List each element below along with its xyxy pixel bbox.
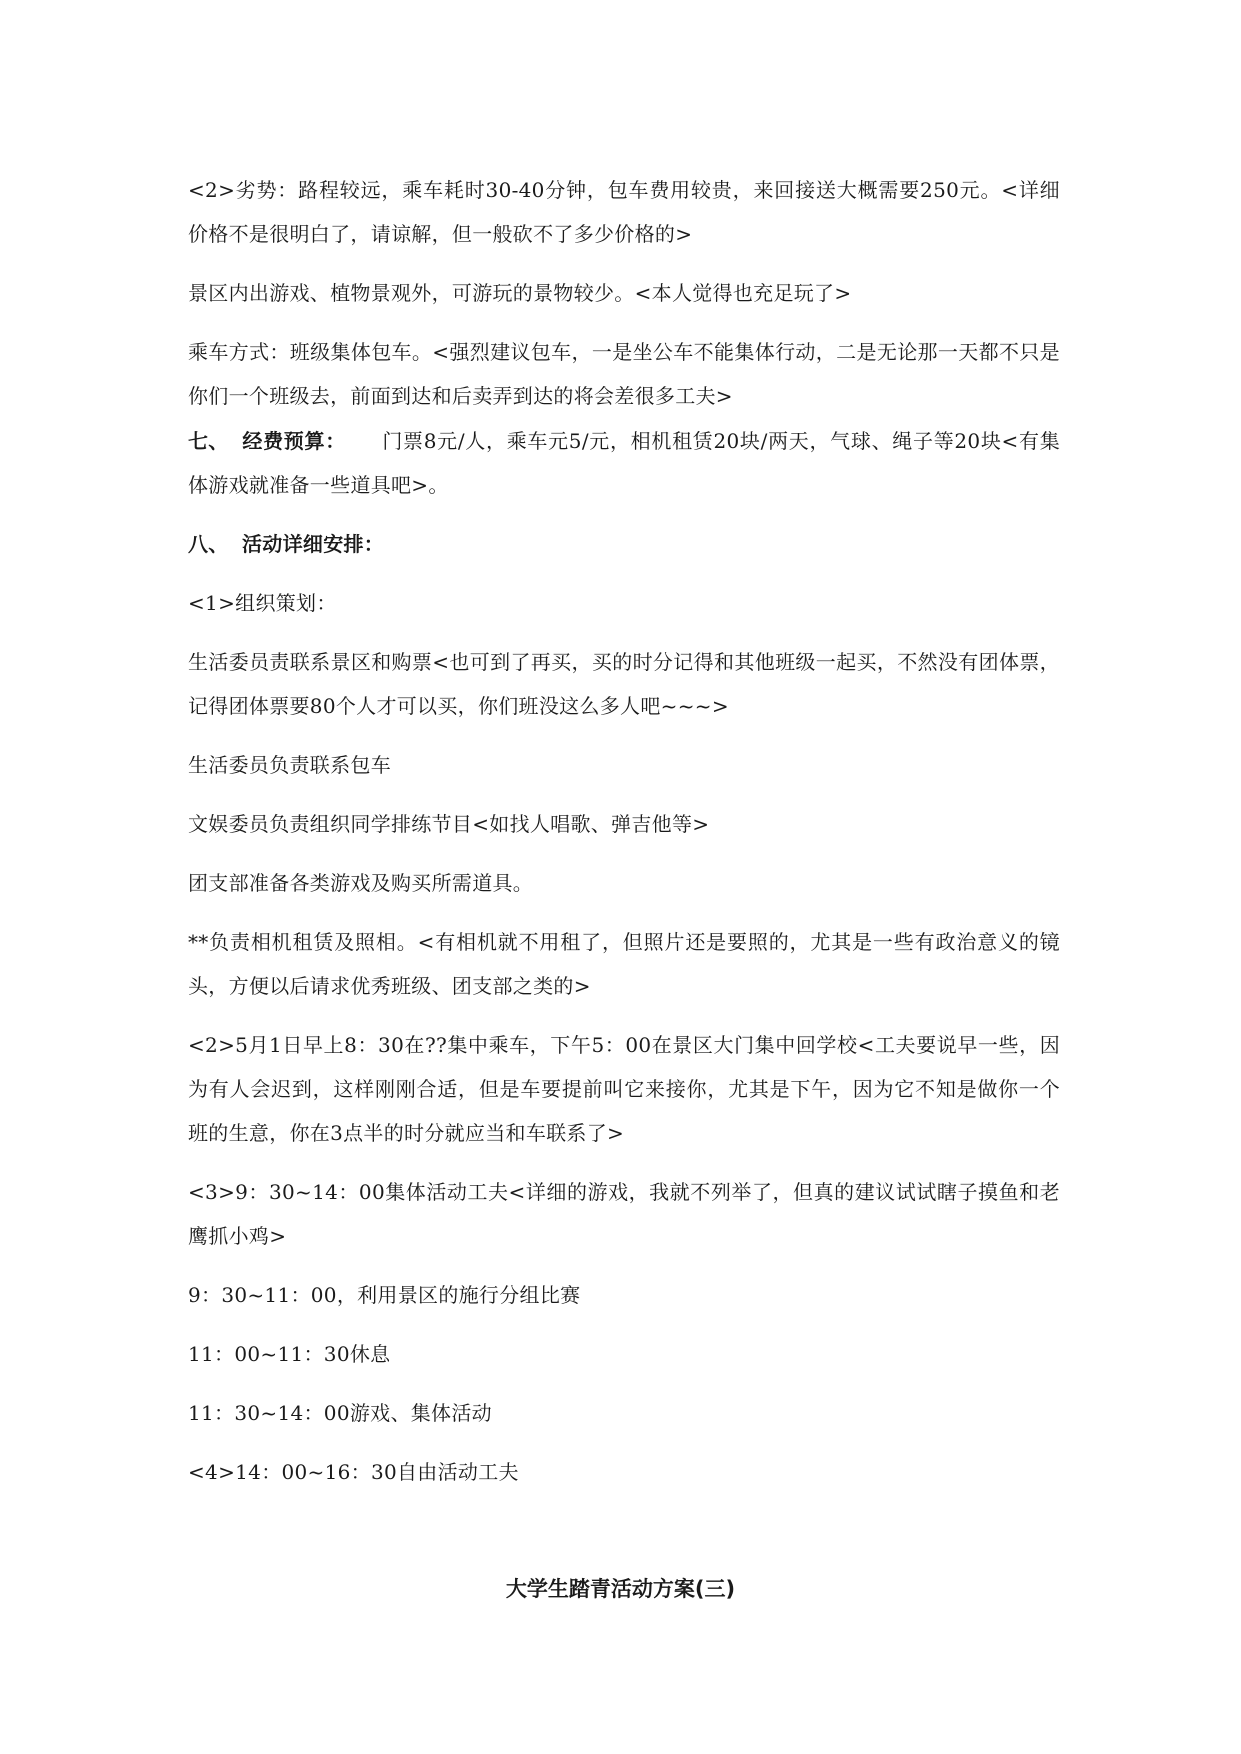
paragraph-time-2: 11：00~11：30休息: [188, 1342, 391, 1366]
document-body: [188, 168, 1060, 1509]
paragraph-free-time: <4>14：00~16：30自由活动工夫: [188, 1460, 519, 1484]
document-title: 大学生踏青活动方案(三): [505, 1577, 736, 1601]
section-schedule: [188, 522, 1060, 566]
paragraph-disadvantage: <2>劣势：路程较远，乘车耗时30-40分钟，包车费用较贵，来回接送大概需要250元。<详细价格不是很明白了，请谅解，但一般砍不了多少价格的>: [188, 178, 1060, 246]
paragraph-scenery: 景区内出游戏、植物景观外，可游玩的景物较少。<本人觉得也充足玩了>: [188, 281, 852, 305]
paragraph-group-activity: <3>9：30~14：00集体活动工夫<详细的游戏，我就不列举了，但真的建议试试瞎子摸鱼和老鹰抓小鸡>: [188, 1180, 1060, 1248]
paragraph-time-3: 11：30~14：00游戏、集体活动: [188, 1401, 492, 1425]
paragraph-tickets: 生活委员责联系景区和购票<也可到了再买，买的时分记得和其他班级一起买，不然没有团体票，记得团体票要80个人才可以买，你们班没这么多人吧~~~>: [188, 650, 1060, 718]
section-budget-text: 门票8元/人，乘车元5/元，相机租赁20块/两天，气球、绳子等20块<有集体游戏就准备一些道具吧>。: [188, 429, 1061, 497]
paragraph-camera: **负责相机租赁及照相。<有相机就不用租了，但照片还是要照的，尤其是一些有政治意义的镜头，方便以后请求优秀班级、团支部之类的>: [188, 930, 1060, 998]
paragraph-games: 团支部准备各类游戏及购买所需道具。: [188, 871, 534, 895]
section-budget: [188, 419, 1060, 507]
paragraph-bus: 生活委员负责联系包车: [188, 753, 391, 777]
paragraph-departure: <2>5月1日早上8：30在??集中乘车，下午5：00在景区大门集中回学校<工夫要说早一些，因为有人会迟到，这样刚刚合适，但是车要提前叫它来接你，尤其是下午，因为它不知是做你一个班的生意，你在3点半的时分就应当和车联系了>: [188, 1033, 1060, 1145]
section-budget-number: 七、: [188, 429, 229, 453]
paragraph-entertainment: 文娱委员负责组织同学排练节目<如找人唱歌、弹吉他等>: [188, 812, 710, 836]
paragraph-planning: <1>组织策划：: [188, 591, 337, 615]
section-budget-heading: 经费预算：: [242, 429, 346, 453]
section-schedule-heading: 活动详细安排：: [242, 532, 385, 556]
paragraph-transport: 乘车方式：班级集体包车。<强烈建议包车，一是坐公车不能集体行动，二是无论那一天都不只是你们一个班级去，前面到达和后卖弄到达的将会差很多工夫>: [188, 340, 1060, 408]
paragraph-time-1: 9：30~11：00，利用景区的施行分组比赛: [188, 1283, 581, 1307]
section-schedule-number: 八、: [188, 532, 229, 556]
